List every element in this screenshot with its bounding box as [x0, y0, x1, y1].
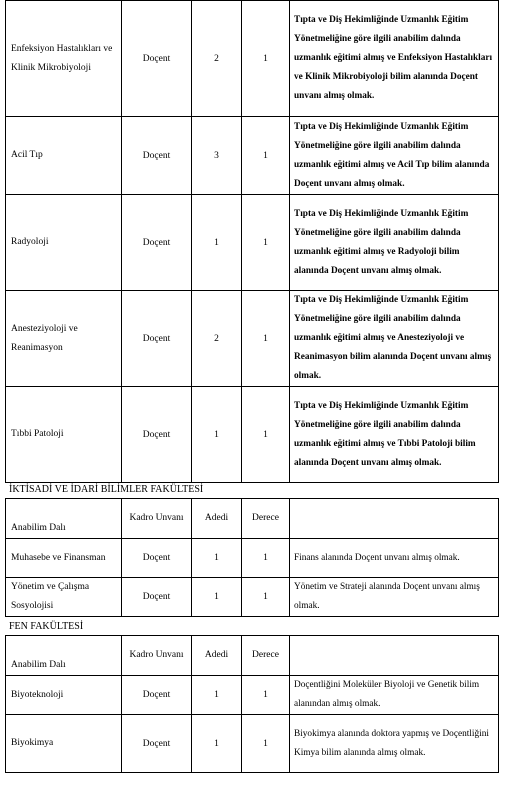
count-cell: 2	[192, 1, 242, 117]
department-cell: Enfeksiyon Hastalıkları ve Klinik Mikrobiyoloji	[6, 1, 122, 117]
header-department: Anabilim Dalı	[6, 636, 122, 676]
count-cell: 2	[192, 291, 242, 387]
degree-cell: 1	[242, 117, 290, 195]
department-cell: Biyokimya	[6, 715, 122, 773]
degree-cell: 1	[242, 387, 290, 483]
requirement-cell: Tıpta ve Diş Hekimliğinde Uzmanlık Eğitim Yönetmeliğine göre ilgili anabilim dalında uzmanlık eğitimi almış ve Acil Tıp bilim alanında Doçent unvanı almış olmak.	[290, 117, 499, 195]
section-title: FEN FAKÜLTESİ	[9, 621, 84, 632]
department-cell: Anesteziyoloji ve Reanimasyon	[6, 291, 122, 387]
section-title: İKTİSADİ VE İDARİ BİLİMLER FAKÜLTESİ	[9, 484, 204, 495]
count-cell: 3	[192, 117, 242, 195]
header-requirement	[290, 499, 499, 539]
degree-cell: 1	[242, 578, 290, 617]
header-title: Kadro Unvanı	[122, 499, 192, 539]
count-cell: 1	[192, 578, 242, 617]
header-department: Anabilim Dalı	[6, 499, 122, 539]
degree-cell: 1	[242, 195, 290, 291]
title-cell: Doçent	[122, 387, 192, 483]
count-cell: 1	[192, 676, 242, 715]
title-cell: Doçent	[122, 539, 192, 578]
table-row	[6, 387, 499, 483]
header-count: Adedi	[192, 499, 242, 539]
count-cell: 1	[192, 715, 242, 773]
table-header-row	[6, 636, 499, 676]
table-row	[6, 291, 499, 387]
medicine-positions-table	[5, 0, 499, 483]
title-cell: Doçent	[122, 578, 192, 617]
degree-cell: 1	[242, 676, 290, 715]
department-cell: Muhasebe ve Finansman	[6, 539, 122, 578]
title-cell: Doçent	[122, 117, 192, 195]
department-cell: Tıbbi Patoloji	[6, 387, 122, 483]
table-row	[6, 676, 499, 715]
degree-cell: 1	[242, 539, 290, 578]
requirement-cell: Tıpta ve Diş Hekimliğinde Uzmanlık Eğitim Yönetmeliğine göre ilgili anabilim dalında uzmanlık eğitimi almış ve Enfeksiyon Hastalıkları ve Klinik Mikrobiyoloji bilim alanında Doçent unvanı almış olmak.	[290, 1, 499, 117]
count-cell: 1	[192, 387, 242, 483]
science-positions-table	[5, 635, 499, 773]
title-cell: Doçent	[122, 291, 192, 387]
table-header-row	[6, 499, 499, 539]
title-cell: Doçent	[122, 676, 192, 715]
degree-cell: 1	[242, 1, 290, 117]
header-degree: Derece	[242, 636, 290, 676]
table-row	[6, 715, 499, 773]
requirement-cell: Tıpta ve Diş Hekimliğinde Uzmanlık Eğitim Yönetmeliğine göre ilgili anabilim dalında uzmanlık eğitimi almış ve Radyoloji bilim alanında Doçent unvanı almış olmak.	[290, 195, 499, 291]
table-row	[6, 578, 499, 617]
department-cell: Radyoloji	[6, 195, 122, 291]
department-cell: Biyoteknoloji	[6, 676, 122, 715]
title-cell: Doçent	[122, 195, 192, 291]
table-row	[6, 1, 499, 117]
department-cell: Yönetim ve Çalışma Sosyolojisi	[6, 578, 122, 617]
department-cell: Acil Tıp	[6, 117, 122, 195]
requirement-cell: Finans alanında Doçent unvanı almış olmak.	[290, 539, 499, 578]
requirement-cell: Tıpta ve Diş Hekimliğinde Uzmanlık Eğitim Yönetmeliğine göre ilgili anabilim dalında uzmanlık eğitimi almış ve Tıbbi Patoloji bilim alanında Doçent unvanı almış olmak.	[290, 387, 499, 483]
table-row	[6, 195, 499, 291]
header-title: Kadro Unvanı	[122, 636, 192, 676]
title-cell: Doçent	[122, 715, 192, 773]
header-count: Adedi	[192, 636, 242, 676]
header-degree: Derece	[242, 499, 290, 539]
count-cell: 1	[192, 195, 242, 291]
requirement-cell: Yönetim ve Strateji alanında Doçent unvanı almış olmak.	[290, 578, 499, 617]
economics-positions-table	[5, 498, 499, 617]
title-cell: Doçent	[122, 1, 192, 117]
degree-cell: 1	[242, 291, 290, 387]
table-row	[6, 539, 499, 578]
requirement-cell: Tıpta ve Diş Hekimliğinde Uzmanlık Eğitim Yönetmeliğine göre ilgili anabilim dalında uzmanlık eğitimi almış ve Anesteziyoloji ve Reanimasyon bilim alanında Doçent unvanı almış olmak.	[290, 291, 499, 387]
requirement-cell: Doçentliğini Moleküler Biyoloji ve Genetik bilim alanından almış olmak.	[290, 676, 499, 715]
header-requirement	[290, 636, 499, 676]
table-row	[6, 117, 499, 195]
degree-cell: 1	[242, 715, 290, 773]
requirement-cell: Biyokimya alanında doktora yapmış ve Doçentliğini Kimya bilim alanında almış olmak.	[290, 715, 499, 773]
count-cell: 1	[192, 539, 242, 578]
